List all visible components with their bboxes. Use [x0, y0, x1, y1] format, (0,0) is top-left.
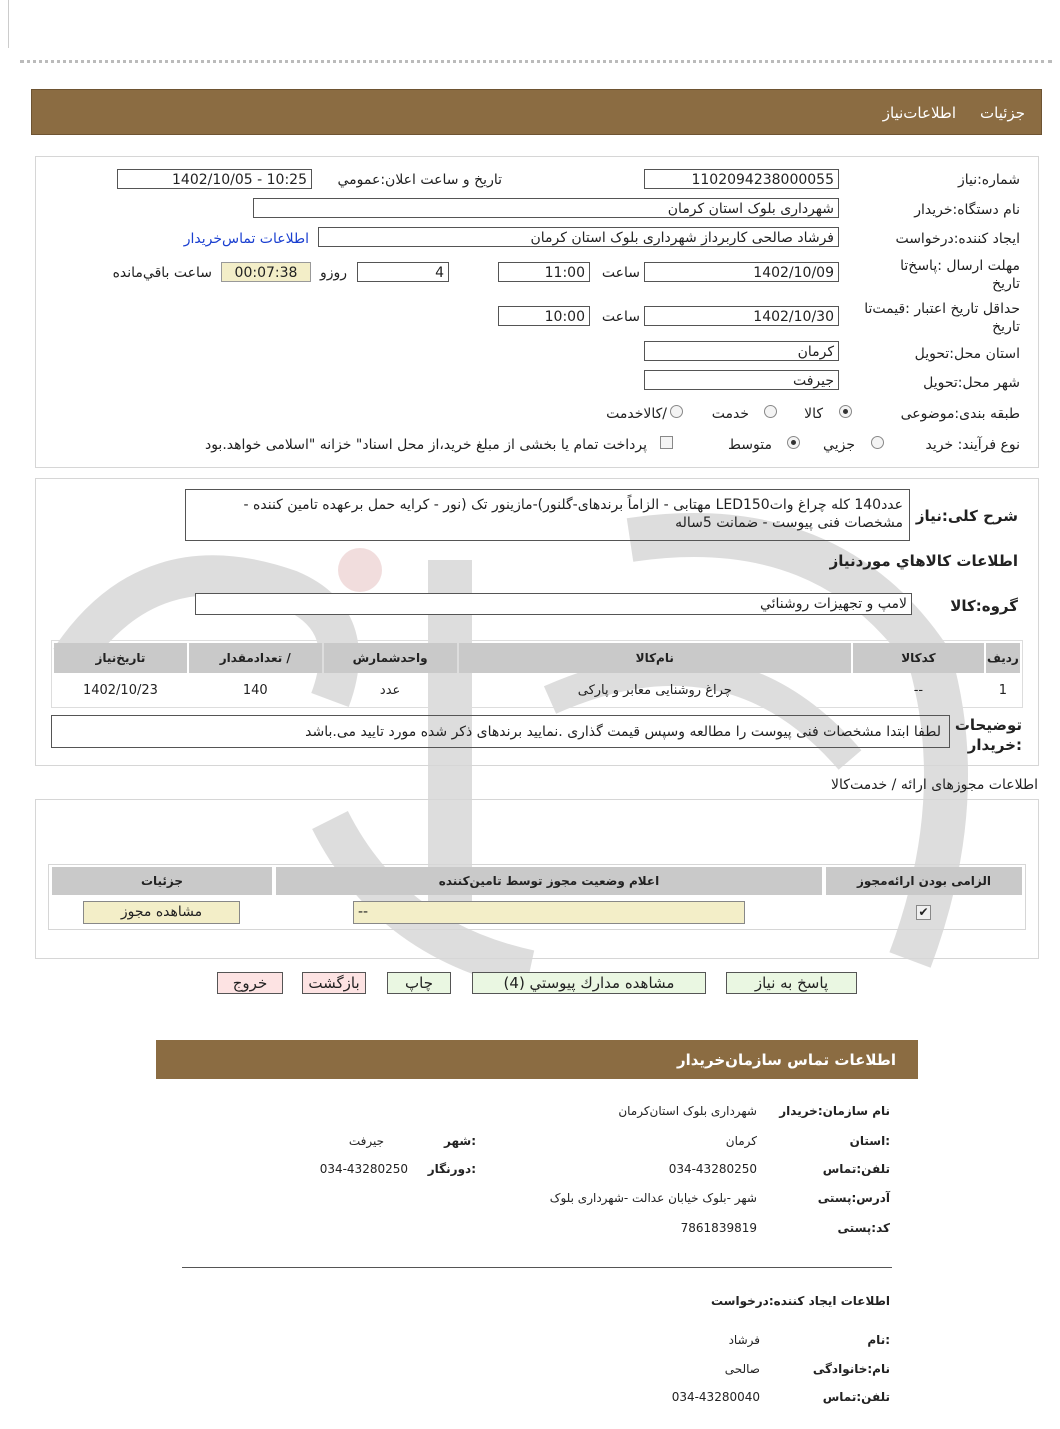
contact-header [156, 1040, 918, 1079]
contact-address: شهر -بلوک خیابان عدالت -شهرداری بلوک [549, 1191, 757, 1205]
deadline-time-field: 11:00 [498, 262, 590, 282]
remaining-time: 00:07:38 [221, 262, 311, 282]
validity-time-field: 10:00 [498, 306, 590, 326]
deadline-date-field: 1402/10/09 [644, 262, 839, 282]
contact-province-label: :استان [849, 1134, 890, 1148]
back-button[interactable]: بازگشت [302, 972, 366, 994]
category-goods-label: کالا [804, 406, 823, 422]
contact-province: کرمان [725, 1134, 757, 1148]
creator-field: فرشاد صالحی کاربرداز شهرداری بلوک استان کرمان [318, 227, 839, 247]
cell-code: -- [913, 682, 924, 698]
days-field: 4 [357, 262, 449, 282]
payment-checkbox[interactable] [660, 436, 673, 449]
group-field: لامپ و تجهيزات روشنائي [195, 593, 912, 615]
contact-address-label: آدرس:پستی [817, 1191, 890, 1205]
permits-col-details: جزئيات [52, 867, 272, 895]
need-number-field: 1102094238000055 [644, 169, 839, 189]
col-code: کدکالا [853, 643, 984, 673]
goods-section-title: اطلاعات کالاهاي موردنياز [829, 552, 1018, 570]
creator-label: ايجاد کننده:درخواست [895, 231, 1020, 247]
exit-button[interactable]: خروج [217, 972, 283, 994]
cell-row: 1 [998, 682, 1008, 698]
contact-phone: 034-43280250 [668, 1162, 757, 1176]
cell-name: چراغ روشنایی معابر و پارکی [577, 682, 732, 698]
contact-fax: 034-43280250 [319, 1162, 408, 1176]
city-label: شهر محل:تحويل [923, 375, 1020, 391]
contact-org-label: نام سازمان:خريدار [779, 1104, 890, 1118]
days-label: روزو [319, 265, 347, 281]
creator-name: فرشاد [728, 1333, 760, 1347]
category-both-radio[interactable] [670, 405, 683, 418]
province-label: استان محل:تحويل [914, 346, 1020, 362]
process-medium-label: متوسط [728, 437, 772, 453]
col-unit: واحدشمارش [324, 643, 457, 673]
col-row: رديف [986, 643, 1020, 673]
col-qty: / تعدادمقدار [189, 643, 322, 673]
buyer-label: نام دستگاه:خريدار [914, 202, 1020, 218]
remaining-label: ساعت باقي‌مانده [112, 265, 212, 281]
contact-postal-label: کد:پستی [837, 1221, 890, 1235]
province-field: کرمان [644, 341, 839, 361]
category-label: طبقه بندی:موضوعی [900, 406, 1020, 422]
group-label: گروه:کالا [950, 597, 1018, 615]
creator-phone: 034-43280040 [671, 1390, 760, 1404]
payment-text: پرداخت تمام يا بخشی از مبلغ خريد،از محل اسناد" خزانه "اسلامی خواهد.بود [204, 437, 647, 453]
contact-org: شهرداری بلوک استان‌کرمان [618, 1104, 757, 1118]
process-partial-label: جزيي [823, 437, 855, 453]
contact-phone-label: تلفن:تماس [822, 1162, 890, 1176]
view-permit-button[interactable]: مشاهده مجوز [83, 901, 240, 924]
contact-city-label: :شهر [444, 1134, 476, 1148]
contact-title: اطلاعات تماس سازمان‌خريدار [676, 1051, 896, 1069]
announce-field: 1402/10/05 - 10:25 [117, 169, 312, 189]
category-service-label: خدمت [711, 406, 749, 422]
permits-title: اطلاعات مجوزهای ارائه / خدمت‌کالا [831, 777, 1038, 793]
cell-unit: عدد [379, 682, 401, 698]
category-service-radio[interactable] [764, 405, 777, 418]
tab-need-info[interactable]: اطلاعات‌نیاز [882, 104, 956, 122]
tab-details[interactable]: جزئیات [980, 104, 1025, 122]
deadline-label: مهلت ارسال :پاسخ‌تا تاريخ [900, 258, 1020, 292]
goods-table [51, 640, 1023, 708]
announce-label: تاريخ و ساعت اعلان:عمومي [337, 172, 502, 188]
required-checkbox[interactable]: ✔ [916, 905, 931, 920]
deadline-time-label: ساعت [601, 265, 640, 281]
validity-label: حداقل تاريخ اعتبار :قيمت‌تا تاريخ [864, 301, 1020, 335]
contact-fax-label: :دورنگار [427, 1162, 476, 1176]
reply-button[interactable]: پاسخ به نیاز [726, 972, 857, 994]
creator-phone-label: تلفن:تماس [822, 1390, 890, 1404]
page-header [31, 89, 1042, 135]
buyer-field: شهرداری بلوک استان کرمان [253, 198, 839, 218]
validity-time-label: ساعت [601, 309, 640, 325]
cell-date: 1402/10/23 [82, 682, 158, 698]
process-partial-radio[interactable] [871, 436, 884, 449]
col-date: تاريخ‌نياز [54, 643, 187, 673]
col-name: نام‌کالا [459, 643, 851, 673]
buyer-contact-link[interactable]: اطلاعات تماس‌خريدار [183, 231, 309, 247]
need-number-label: شماره:نیاز [957, 172, 1020, 188]
buyer-notes-field: لطفا ابتدا مشخصات فنی پیوست را مطالعه وسپس قیمت گذاری .نمایید برندهای ذکر شده مورد تایید می.باشد [51, 715, 950, 748]
description-field: عدد140 کله چراغ واتLED150 مهتابی - الزاماً برندهای-گلنور)-مازینور تک (نور - کرایه حمل برعهده تامین کننده - مشخصات فنی پیوست - ضمانت 5ساله [185, 489, 910, 541]
creator-family-label: نام:خانوادگی [812, 1362, 890, 1376]
creator-name-label: :نام [867, 1333, 890, 1347]
permits-col-required: الزامی بودن ارائه‌مجوز [826, 867, 1022, 895]
city-field: جیرفت [644, 370, 839, 390]
permits-col-status: اعلام وضعيت مجوز توسط تامين‌کننده [276, 867, 822, 895]
creator-family: صالحی [724, 1362, 760, 1376]
process-label: نوع فرآيند: خريد [925, 437, 1020, 453]
table-row [54, 675, 1020, 705]
description-label: شرح کلی:نياز [915, 507, 1018, 525]
creator-section-title: اطلاعات ایجاد کننده:درخواست [710, 1294, 890, 1308]
permit-status-field[interactable]: -- [353, 901, 745, 924]
attachments-button[interactable]: مشاهده مدارك پيوستي (4) [472, 972, 706, 994]
cell-qty: 140 [242, 682, 268, 698]
contact-divider [182, 1267, 892, 1268]
process-medium-radio[interactable] [787, 436, 800, 449]
category-goods-radio[interactable] [839, 405, 852, 418]
print-button[interactable]: چاپ [387, 972, 451, 994]
category-both-label: /کالاخدمت [606, 406, 667, 422]
contact-postal: 7861839819 [680, 1221, 757, 1235]
buyer-notes-label: توضيحات :خريدار [954, 716, 1022, 754]
validity-date-field: 1402/10/30 [644, 306, 839, 326]
contact-city: جیرفت [348, 1134, 384, 1148]
